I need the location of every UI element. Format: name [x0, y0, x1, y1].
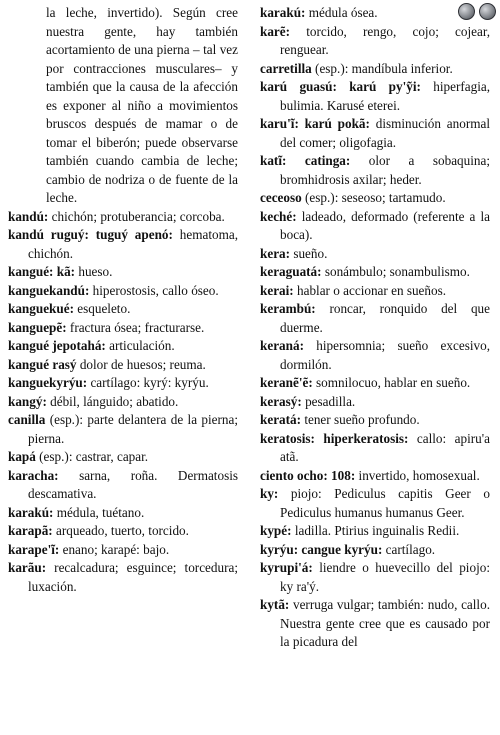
entry-headword: kera: — [260, 245, 291, 261]
dictionary-entry — [260, 152, 490, 189]
entry-definition: disminución anormal del comer; oligofagia. — [280, 116, 490, 150]
entry-headword: karakú: — [260, 5, 306, 20]
entry-headword: karú guasú: karú py'ỹi: — [260, 79, 421, 94]
entry-headword: karu'ĩ: karú pokã: — [260, 116, 370, 131]
entry-definition: articulación. — [105, 338, 175, 353]
dictionary-entry — [260, 393, 490, 412]
entry-definition: somnilocuo, hablar en sueño. — [312, 375, 471, 390]
entry-headword: ceceoso — [260, 190, 302, 205]
entry-headword: kerasý: — [260, 393, 302, 409]
entry-headword: kanguepẽ: — [8, 319, 67, 335]
entry-definition: arqueado, tuerto, torcido. — [52, 523, 189, 538]
entry-headword: keranẽ'ẽ: — [260, 375, 313, 390]
entry-headword: karape'ĩ: — [8, 541, 60, 557]
entry-definition: callo: apiru'a atã. — [280, 430, 490, 464]
dictionary-entry — [8, 541, 238, 560]
dictionary-entry — [8, 282, 238, 301]
dictionary-entry — [8, 504, 238, 523]
entry-definition: hiperfagia, bulimia. Karusé eterei. — [280, 79, 491, 113]
entry-definition: fractura ósea; fracturarse. — [66, 319, 205, 335]
entry-headword: karakú: — [8, 504, 54, 520]
dictionary-entry — [260, 263, 490, 282]
entry-headword: kangý: — [8, 393, 47, 409]
entry-definition: olor a sobaquina; bromhidrosis axilar; heder. — [280, 153, 491, 187]
dictionary-entry — [8, 411, 238, 448]
entry-definition: cartílago. — [382, 541, 436, 557]
entry-headword: kangué jepotahá: — [8, 338, 106, 353]
entry-headword: kyrupi'á: — [260, 560, 313, 575]
entry-definition: ladeado, deformado (referente a la boca). — [280, 208, 490, 242]
dictionary-entry — [8, 4, 238, 208]
entry-definition: chichón; protuberancia; corcoba. — [48, 208, 225, 224]
dictionary-entry — [260, 115, 490, 152]
entry-definition: enano; karapé: bajo. — [59, 541, 170, 557]
entry-headword: karẽ: — [260, 23, 291, 39]
dictionary-entry — [260, 485, 490, 522]
dictionary-entry — [8, 337, 238, 356]
dictionary-entry — [260, 522, 490, 541]
entry-definition: roncar, ronquido del que duerme. — [280, 301, 490, 335]
dictionary-entry — [8, 522, 238, 541]
dictionary-entry — [260, 541, 490, 560]
dictionary-entry — [260, 208, 490, 245]
dictionary-entry — [8, 226, 238, 263]
entry-definition: débil, lánguido; abatido. — [46, 393, 179, 409]
entry-definition: cartílago: kyrý: kyrýu. — [87, 375, 209, 390]
entry-definition: hablar o accionar en sueños. — [293, 282, 447, 298]
entry-headword: keratá: — [260, 412, 302, 427]
entry-definition: verruga vulgar; también: nudo, callo. Nuestra gente cree que es causado por la picadura del — [280, 597, 490, 649]
right-column — [260, 4, 490, 652]
dictionary-entry — [8, 300, 238, 319]
dictionary-entry — [260, 245, 490, 264]
entry-definition: (esp.): mandíbula inferior. — [311, 60, 453, 76]
dictionary-entry — [8, 374, 238, 393]
entry-headword: karacha: — [8, 467, 59, 483]
entry-headword: kangué rasý — [8, 356, 77, 372]
dictionary-entry — [260, 467, 490, 486]
dictionary-entry — [260, 411, 490, 430]
dictionary-entry — [260, 4, 490, 23]
entry-definition: hematoma, chichón. — [28, 227, 238, 261]
dictionary-entry — [260, 374, 490, 393]
dictionary-entry — [260, 189, 490, 208]
entry-definition: hipersomnia; sueño excesivo, dormilón. — [280, 338, 490, 372]
entry-definition: recalcadura; esguince; torcedura; luxación. — [28, 560, 238, 594]
entry-definition: médula, tuétano. — [53, 504, 145, 520]
dictionary-entry — [260, 78, 490, 115]
left-column — [8, 4, 238, 596]
dictionary-entry — [260, 282, 490, 301]
entry-headword: keraná: — [260, 338, 304, 353]
entry-headword: ciento ocho: 108: — [260, 467, 356, 483]
entry-definition: (esp.): seseoso; tartamudo. — [301, 190, 446, 205]
dictionary-entry — [8, 448, 238, 467]
dictionary-entry — [260, 559, 490, 596]
entry-headword: kyrýu: cangue kyrýu: — [260, 541, 383, 557]
entry-headword: kanguekandú: — [8, 282, 90, 298]
entry-headword: keratosis: hiperkeratosis: — [260, 430, 409, 446]
dictionary-entry — [8, 356, 238, 375]
entry-definition: (esp.): parte delantera de la pierna; pierna. — [28, 412, 238, 446]
entry-definition: pesadilla. — [301, 393, 356, 409]
dictionary-entry — [260, 337, 490, 374]
entry-headword: kerambú: — [260, 301, 316, 316]
dictionary-entry — [260, 23, 490, 60]
entry-definition: sueño. — [290, 245, 328, 261]
entry-definition: ladilla. Ptirius inguinalis Redii. — [291, 523, 460, 538]
entry-headword: kapá — [8, 449, 36, 464]
entry-headword: carretilla — [260, 60, 312, 76]
entry-definition: sarna, roña. Dermatosis descamativa. — [28, 467, 238, 501]
entry-headword: keraguatá: — [260, 264, 322, 279]
dictionary-entry — [8, 467, 238, 504]
entry-headword: katĩ: catinga: — [260, 153, 351, 168]
entry-headword: kypé: — [260, 523, 292, 538]
entry-headword: keché: — [260, 208, 297, 224]
entry-headword: kanguekyrýu: — [8, 375, 88, 390]
entry-headword: kytã: — [260, 597, 290, 612]
dictionary-entry — [8, 263, 238, 282]
entry-definition: hueso. — [75, 264, 113, 279]
entry-definition: dolor de huesos; reuma. — [76, 356, 206, 372]
dictionary-entry — [260, 430, 490, 467]
entry-definition: sonámbulo; sonambulismo. — [321, 264, 470, 279]
entry-headword: kanguekué: — [8, 301, 74, 316]
entry-definition: invertido, homosexual. — [355, 467, 480, 483]
entry-definition: hiperostosis, callo óseo. — [89, 282, 219, 298]
entry-definition: (esp.): castrar, capar. — [35, 449, 149, 464]
entry-definition: torcido, rengo, cojo; cojear, renguear. — [280, 23, 490, 57]
entry-definition: piojo: Pediculus capitis Geer o Pediculus humanus humanus Geer. — [278, 486, 490, 520]
entry-headword: kerai: — [260, 282, 294, 298]
entry-headword: canilla — [8, 412, 46, 427]
entry-headword: karapã: — [8, 523, 53, 538]
dictionary-entry — [260, 300, 490, 337]
dictionary-entry — [8, 559, 238, 596]
entry-headword: ky: — [260, 486, 279, 501]
entry-definition: tener sueño profundo. — [301, 412, 420, 427]
dictionary-entry — [260, 596, 490, 652]
entry-headword: kandú ruguý: tuguý apenó: — [8, 227, 173, 242]
entry-definition: esqueleto. — [73, 301, 131, 316]
entry-headword: kandú: — [8, 208, 49, 224]
entry-definition: liendre o huevecillo del piojo: ky ra'ý. — [280, 560, 490, 594]
entry-headword: karãu: — [8, 560, 47, 575]
dictionary-entry — [8, 393, 238, 412]
dictionary-entry — [8, 208, 238, 227]
dictionary-entry — [260, 60, 490, 79]
dictionary-entry — [8, 319, 238, 338]
entry-definition: médula ósea. — [305, 5, 378, 20]
entry-definition: la leche, invertido). Según cree nuestra gente, hay también acortamiento de una pierna – tal vez por contracciones musculares– y también que la causa de la afección es exponer al niño a movimientos bruscos después de mamar o de tomar el biberón; puede observarse también cuando cambia de leche; cambio de nodriza o de fuente de la leche. — [46, 5, 238, 205]
entry-headword: kangué: kã: — [8, 264, 76, 279]
